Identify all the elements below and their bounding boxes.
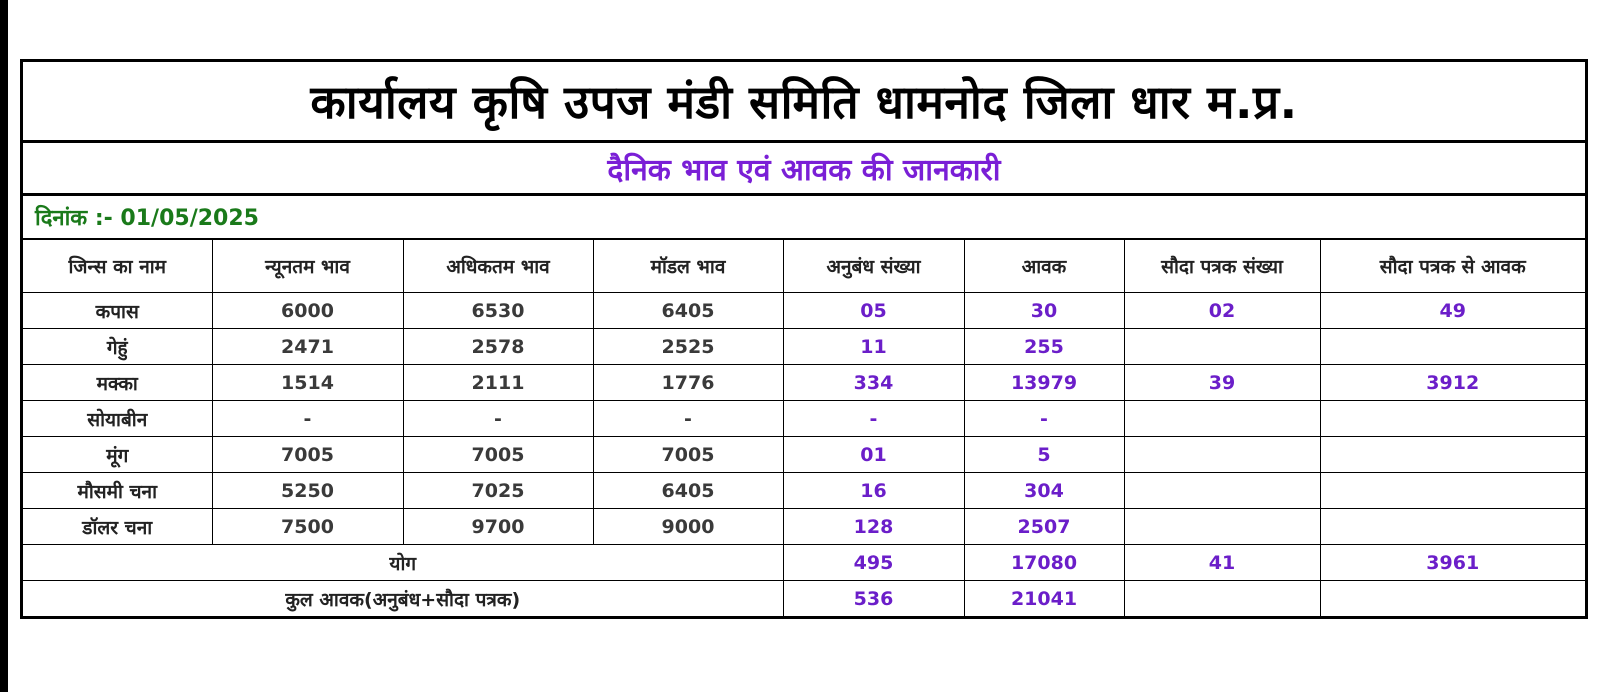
contract-count: 05 bbox=[783, 293, 964, 329]
modal-price: 9000 bbox=[593, 509, 783, 545]
contract-count: 16 bbox=[783, 473, 964, 509]
total-row bbox=[23, 545, 1585, 581]
table-row bbox=[23, 293, 1585, 329]
table-row bbox=[23, 473, 1585, 509]
table-row bbox=[23, 437, 1585, 473]
arrival: 30 bbox=[964, 293, 1124, 329]
min-price: 6000 bbox=[212, 293, 403, 329]
contract-count: 01 bbox=[783, 437, 964, 473]
contract-count: - bbox=[783, 401, 964, 437]
max-price: 2111 bbox=[403, 365, 593, 401]
deal-count bbox=[1124, 437, 1320, 473]
header-commodity: जिन्स का नाम bbox=[23, 240, 212, 293]
arrival: 2507 bbox=[964, 509, 1124, 545]
modal-price: 7005 bbox=[593, 437, 783, 473]
table-row bbox=[23, 329, 1585, 365]
table-row bbox=[23, 401, 1585, 437]
min-price: 7005 bbox=[212, 437, 403, 473]
deal-arrival bbox=[1320, 509, 1585, 545]
commodity-name: मूंग bbox=[23, 437, 212, 473]
deal-count bbox=[1124, 509, 1320, 545]
total-deal-arrival: 3961 bbox=[1320, 545, 1585, 581]
max-price: 2578 bbox=[403, 329, 593, 365]
arrival: - bbox=[964, 401, 1124, 437]
arrival: 13979 bbox=[964, 365, 1124, 401]
modal-price: 1776 bbox=[593, 365, 783, 401]
deal-count bbox=[1124, 401, 1320, 437]
grand-total-arrival: 21041 bbox=[964, 581, 1124, 617]
modal-price: 6405 bbox=[593, 473, 783, 509]
deal-count bbox=[1124, 473, 1320, 509]
mandi-rate-sheet bbox=[20, 59, 1588, 619]
deal-arrival bbox=[1320, 401, 1585, 437]
deal-arrival: 49 bbox=[1320, 293, 1585, 329]
total-contract-count: 495 bbox=[783, 545, 964, 581]
min-price: 2471 bbox=[212, 329, 403, 365]
table-row bbox=[23, 365, 1585, 401]
modal-price: 6405 bbox=[593, 293, 783, 329]
report-date: दिनांक :- 01/05/2025 bbox=[23, 196, 1585, 240]
deal-count: 02 bbox=[1124, 293, 1320, 329]
deal-arrival bbox=[1320, 437, 1585, 473]
modal-price: 2525 bbox=[593, 329, 783, 365]
min-price: - bbox=[212, 401, 403, 437]
contract-count: 11 bbox=[783, 329, 964, 365]
arrival: 5 bbox=[964, 437, 1124, 473]
deal-arrival bbox=[1320, 473, 1585, 509]
header-modal-price: मॉडल भाव bbox=[593, 240, 783, 293]
left-edge-bar bbox=[0, 0, 8, 692]
commodity-name: कपास bbox=[23, 293, 212, 329]
commodity-name: गेहुं bbox=[23, 329, 212, 365]
grand-total-label: कुल आवक(अनुबंध+सौदा पत्रक) bbox=[23, 581, 783, 617]
max-price: - bbox=[403, 401, 593, 437]
grand-total-row bbox=[23, 581, 1585, 617]
max-price: 9700 bbox=[403, 509, 593, 545]
table-row bbox=[23, 509, 1585, 545]
deal-arrival: 3912 bbox=[1320, 365, 1585, 401]
header-min-price: न्यूनतम भाव bbox=[212, 240, 403, 293]
contract-count: 128 bbox=[783, 509, 964, 545]
deal-count: 39 bbox=[1124, 365, 1320, 401]
commodity-name: सोयाबीन bbox=[23, 401, 212, 437]
arrival: 255 bbox=[964, 329, 1124, 365]
grand-total-contract-count: 536 bbox=[783, 581, 964, 617]
min-price: 1514 bbox=[212, 365, 403, 401]
max-price: 7005 bbox=[403, 437, 593, 473]
header-max-price: अधिकतम भाव bbox=[403, 240, 593, 293]
total-arrival: 17080 bbox=[964, 545, 1124, 581]
deal-count bbox=[1124, 329, 1320, 365]
max-price: 7025 bbox=[403, 473, 593, 509]
office-title: कार्यालय कृषि उपज मंडी समिति धामनोद जिला धार म.प्र. bbox=[23, 62, 1585, 143]
commodity-name: डॉलर चना bbox=[23, 509, 212, 545]
grand-total-deal-arrival bbox=[1320, 581, 1585, 617]
table-header-row bbox=[23, 240, 1585, 293]
header-arrival: आवक bbox=[964, 240, 1124, 293]
grand-total-deal-count bbox=[1124, 581, 1320, 617]
max-price: 6530 bbox=[403, 293, 593, 329]
header-deal-count: सौदा पत्रक संख्या bbox=[1124, 240, 1320, 293]
report-subtitle: दैनिक भाव एवं आवक की जानकारी bbox=[23, 143, 1585, 196]
total-label: योग bbox=[23, 545, 783, 581]
commodity-name: मौसमी चना bbox=[23, 473, 212, 509]
min-price: 7500 bbox=[212, 509, 403, 545]
arrival: 304 bbox=[964, 473, 1124, 509]
modal-price: - bbox=[593, 401, 783, 437]
rates-table bbox=[23, 240, 1585, 616]
contract-count: 334 bbox=[783, 365, 964, 401]
header-contract-count: अनुबंध संख्या bbox=[783, 240, 964, 293]
min-price: 5250 bbox=[212, 473, 403, 509]
header-deal-arrival: सौदा पत्रक से आवक bbox=[1320, 240, 1585, 293]
deal-arrival bbox=[1320, 329, 1585, 365]
total-deal-count: 41 bbox=[1124, 545, 1320, 581]
commodity-name: मक्का bbox=[23, 365, 212, 401]
